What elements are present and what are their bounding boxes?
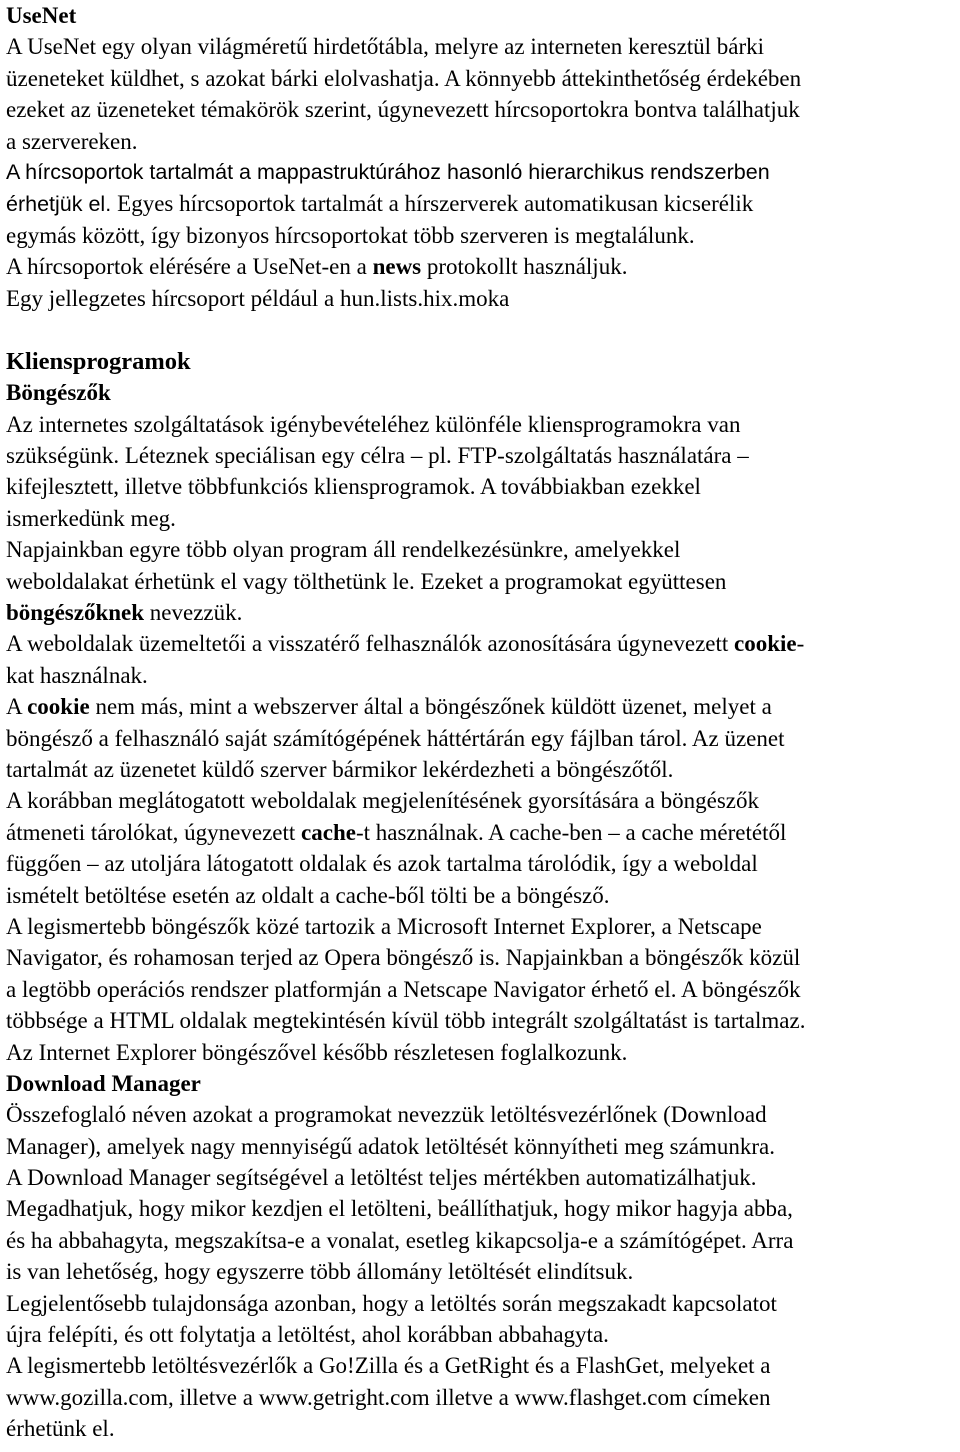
text-run: -t használnak. A cache-ben – a cache méretétől (355, 819, 787, 845)
text-run: üzeneteket küldhet, s azokat bárki elolvashatja. A könnyebb áttekinthetőség érdekében (6, 65, 802, 91)
text-run: újra felépíti, és ott folytatja a letöltést, ahol korábban abbahagyta. (6, 1322, 609, 1348)
text-run: A legismertebb böngészők közé tartozik a Microsoft Internet Explorer, a Netscape (6, 913, 762, 939)
text-line (6, 1099, 958, 1130)
text-line (6, 1382, 958, 1413)
text-run: - (796, 631, 805, 657)
text-line (6, 251, 958, 282)
text-line (6, 1350, 958, 1381)
text-line (6, 817, 958, 848)
text-line (6, 1131, 958, 1162)
text-line (6, 628, 958, 659)
text-run: többsége a HTML oldalak megtekintésén kívül több integrált szolgáltatást is tartalmaz. (6, 1008, 806, 1034)
text-line (6, 220, 958, 251)
text-run: tartalmát az üzenetet küldő szerver bármikor lekérdezheti a böngészőtől. (6, 756, 674, 782)
text-line (6, 691, 958, 722)
text-run: függően – az utoljára látogatott oldalak és azok tartalma tárolódik, így a weboldal (6, 851, 758, 877)
text-run: A hírcsoportok tartalmát a mappastruktúrához hasonló hierarchikus rendszerben (6, 159, 770, 184)
text-line (6, 534, 958, 565)
text-line (6, 911, 958, 942)
text-run: A UseNet egy olyan világméretű hirdetőtábla, melyre az interneten keresztül bárki (6, 34, 765, 60)
text-line (6, 754, 958, 785)
text-run: a szervereken. (6, 128, 138, 154)
text-run: kifejlesztett, illetve többfunkciós kliensprogramok. A továbbiakban ezekkel (6, 474, 701, 500)
text-line (6, 1413, 958, 1444)
text-line (6, 1225, 958, 1256)
text-line (6, 1162, 958, 1193)
text-run: weboldalakat érhetünk el vagy tölthetünk le. Ezeket a programokat együttesen (6, 568, 727, 594)
text-run: érhetjük el. (6, 192, 118, 217)
text-line (6, 566, 958, 597)
text-run: és ha abbahagyta, megszakítsa-e a vonalat, esetleg kikapcsolja-e a számítógépet. Arra (6, 1227, 794, 1253)
text-line (6, 503, 958, 534)
text-run: szükségünk. Léteznek speciálisan egy célra – pl. FTP-szolgáltatás használatára – (6, 443, 749, 469)
text-line (6, 94, 958, 125)
text-run: A korábban meglátogatott weboldalak megjelenítésének gyorsítására a böngészők (6, 788, 760, 814)
text-run: Napjainkban egyre több olyan program áll rendelkezésünkre, amelyekkel (6, 537, 681, 563)
text-line (6, 1288, 958, 1319)
text-run: Navigator, és rohamosan terjed az Opera böngésző is. Napjainkban a böngészők közül (6, 945, 801, 971)
text-run: érhetünk el. (6, 1416, 115, 1442)
usenet-body (6, 31, 958, 314)
text-line (6, 723, 958, 754)
text-run: A (6, 694, 28, 720)
text-run: Az Internet Explorer böngészővel később részletesen foglalkozunk. (6, 1039, 628, 1065)
text-run: nevezzük. (144, 600, 243, 626)
text-run: protokollt használjuk. (421, 254, 628, 280)
text-line (6, 1256, 958, 1287)
kliensprogramok-heading: Kliensprogramok (6, 347, 191, 375)
text-line (6, 283, 958, 314)
text-line (6, 660, 958, 691)
text-run: Egyes hírcsoportok tartalmát a hírszerverek automatikusan kicserélik (117, 191, 754, 217)
text-run: böngésző a felhasználó saját számítógépének háttértárán egy fájlban tárol. Az üzenet (6, 725, 785, 751)
text-run: is van lehetőség, hogy egyszerre több állomány letöltését elindítsuk. (6, 1259, 634, 1285)
text-run: ezeket az üzeneteket témakörök szerint, úgynevezett hírcsoportokra bontva találhatjuk (6, 97, 800, 123)
text-line (6, 848, 958, 879)
kliensprogramok-body (6, 409, 958, 1068)
text-line (6, 880, 958, 911)
text-run: nem más, mint a webszerver által a böngészőnek küldött üzenet, melyet a (89, 694, 772, 720)
text-run: kat használnak. (6, 662, 148, 688)
text-run: A Download Manager segítségével a letöltést teljes mértékben automatizálhatjuk. (6, 1165, 757, 1191)
text-line (6, 31, 958, 62)
text-run: A hírcsoportok elérésére a UseNet-en a (6, 254, 373, 280)
text-run: Összefoglaló néven azokat a programokat nevezzük letöltésvezérlőnek (Download (6, 1102, 767, 1128)
text-run: Egy jellegzetes hírcsoport például a hun.lists.hix.moka (6, 285, 510, 311)
bold-term: cookie (27, 694, 90, 720)
text-run: www.gozilla.com, illetve a www.getright.com illetve a www.flashget.com címeken (6, 1384, 771, 1410)
text-line (6, 157, 958, 188)
bold-term: cache (301, 819, 356, 845)
bold-term: böngészőknek (6, 600, 145, 626)
text-line (6, 1193, 958, 1224)
text-line (6, 471, 958, 502)
text-line (6, 188, 958, 219)
text-line (6, 409, 958, 440)
section-gap (6, 314, 958, 346)
bongeszok-subheading: Böngészők (6, 380, 111, 406)
text-run: Az internetes szolgáltatások igénybevételéhez különféle kliensprogramokra van (6, 411, 741, 437)
text-line (6, 63, 958, 94)
text-run: a legtöbb operációs rendszer platformján a Netscape Navigator érhető el. A böngészők (6, 976, 801, 1002)
text-run: egymás között, így bizonyos hírcsoportokat több szerveren is megtalálunk. (6, 222, 695, 248)
usenet-heading: UseNet (6, 3, 77, 28)
bold-term: cookie (734, 631, 797, 657)
bold-term: news (372, 254, 422, 280)
text-line (6, 440, 958, 471)
document-page (6, 0, 958, 1445)
text-line (6, 974, 958, 1005)
text-line (6, 1005, 958, 1036)
text-run: A weboldalak üzemeltetői a visszatérő felhasználók azonosítására úgynevezett (6, 631, 735, 657)
text-run: átmeneti tárolókat, úgynevezett (6, 819, 302, 845)
download-manager-body (6, 1099, 958, 1444)
text-line (6, 785, 958, 816)
text-run: ismerkedünk meg. (6, 505, 176, 531)
text-run: A legismertebb letöltésvezérlők a Go!Zilla és a GetRight és a FlashGet, melyeket a (6, 1353, 771, 1379)
text-run: Megadhatjuk, hogy mikor kezdjen el letölteni, beállíthatjuk, hogy mikor hagyja abba, (6, 1196, 793, 1222)
text-line (6, 126, 958, 157)
text-run: ismételt betöltése esetén az oldalt a cache-ből tölti be a böngésző. (6, 882, 610, 908)
text-line (6, 1319, 958, 1350)
text-line (6, 1037, 958, 1068)
download-manager-heading: Download Manager (6, 1070, 201, 1096)
text-line (6, 942, 958, 973)
text-line (6, 597, 958, 628)
text-run: Legjelentősebb tulajdonsága azonban, hogy a letöltés során megszakadt kapcsolatot (6, 1290, 777, 1316)
text-run: Manager), amelyek nagy mennyiségű adatok letöltését könnyítheti meg számunkra. (6, 1133, 775, 1159)
